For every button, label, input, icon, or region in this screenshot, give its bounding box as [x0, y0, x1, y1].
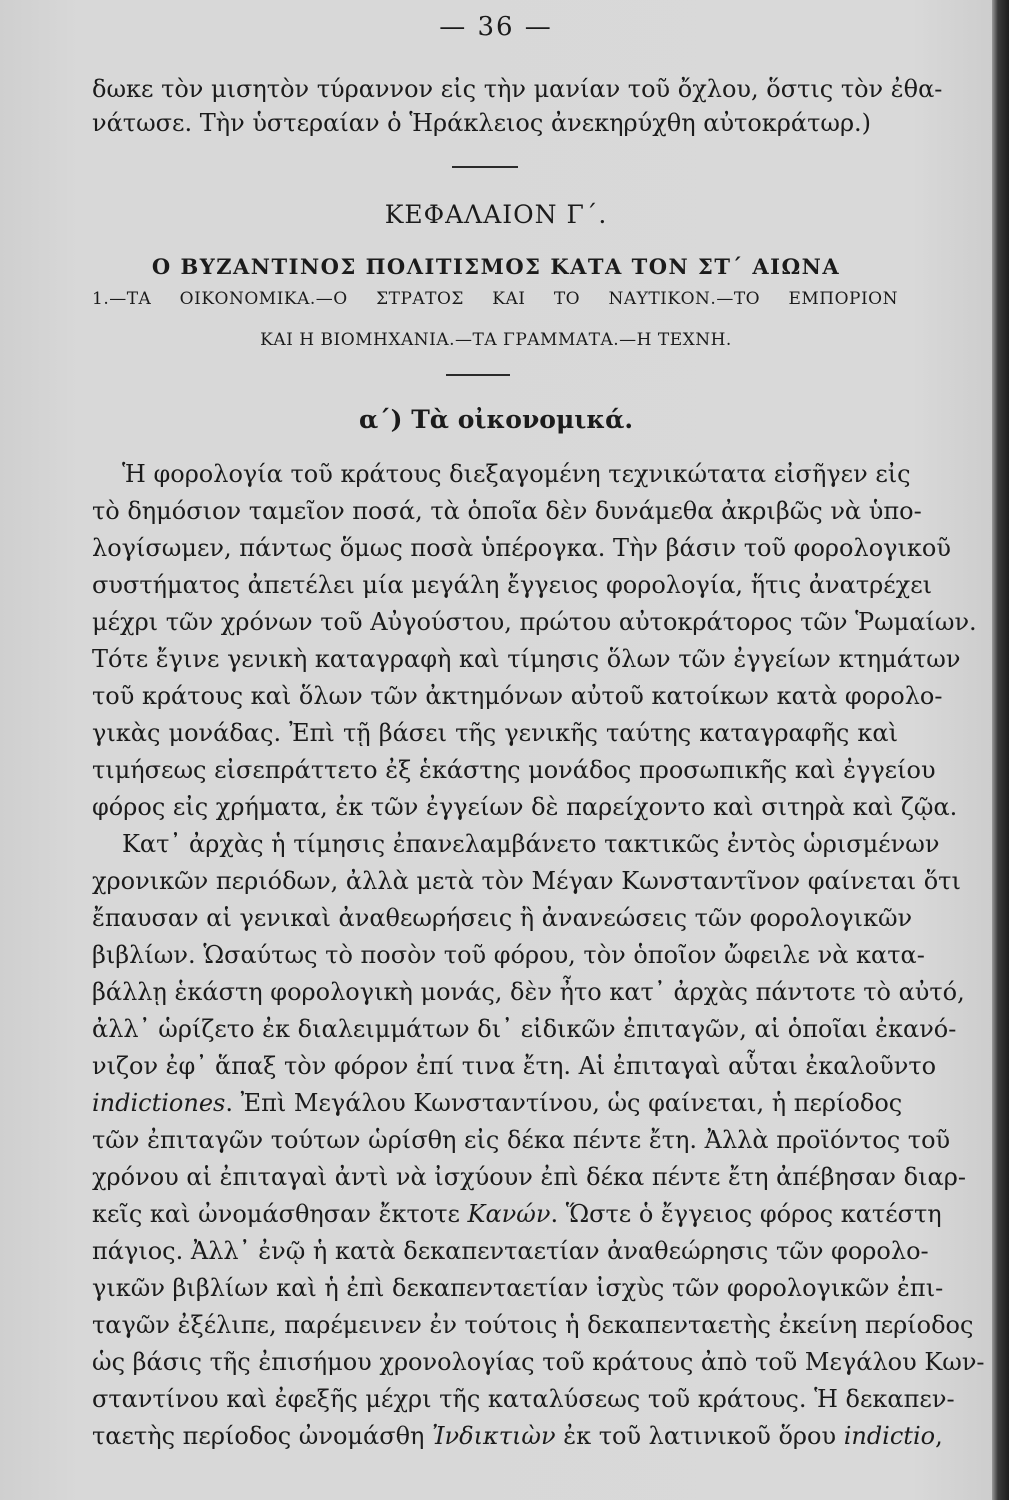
body-line: ἔπαυσαν αἱ γενικαὶ ἀναθεωρήσεις ἢ ἀνανεώσεις τῶν φορολογικῶν — [92, 904, 913, 932]
body-line: νιζον ἐφ᾽ ἅπαξ τὸν φόρον ἐπί τινα ἔτη. Αἱ ἐπιταγαὶ αὗται ἐκαλοῦντο — [92, 1052, 937, 1080]
body-line: Τότε ἔγινε γενικὴ καταγραφὴ καὶ τίμησις ὅλων τῶν ἐγγείων κτημάτων — [92, 645, 961, 673]
body-line: πάγιος. Ἀλλ᾽ ἐνῷ ἡ κατὰ δεκαπενταετίαν ἀναθεώρησις τῶν φορολο- — [92, 1237, 929, 1265]
body-line: βάλλῃ ἑκάστη φορολογικὴ μονάς, δὲν ἦτο κατ᾽ ἀρχὰς πάντοτε τὸ αὐτό, — [92, 978, 965, 1006]
chapter-contents-line: 1.—ΤΑ ΟΙΚΟΝΟΜΙΚΑ.—Ο ΣΤΡΑΤΟΣ ΚΑΙ ΤΟ ΝΑΥΤΙΚΟΝ.—ΤΟ ΕΜΠΟΡΙΟΝ — [92, 289, 898, 309]
body-line: ἀλλ᾽ ὡρίζετο ἐκ διαλειμμάτων δι᾽ εἰδικῶν ἐπιταγῶν, αἱ ὁποῖαι ἐκανό- — [92, 1015, 957, 1043]
body-line: Ἡ φορολογία τοῦ κράτους διεξαγομένη τεχνικώτατα εἰσῆγεν εἰς — [122, 460, 911, 488]
body-line: χρονικῶν περιόδων, ἀλλὰ μετὰ τὸν Μέγαν Κωνσταντῖνον φαίνεται ὅτι — [92, 867, 961, 895]
separator-rule — [446, 374, 510, 376]
body-line: τοῦ κράτους καὶ ὅλων τῶν ἀκτημόνων αὐτοῦ κατοίκων κατὰ φορολο- — [92, 682, 943, 710]
body-line: ταετὴς περίοδος ὠνομάσθη Ἰνδικτιὼν ἐκ τοῦ λατινικοῦ ὅρου indictio, — [92, 1422, 943, 1450]
body-line: συστήματος ἀπετέλει μία μεγάλη ἔγγειος φορολογία, ἥτις ἀνατρέχει — [92, 571, 933, 599]
body-line: κεῖς καὶ ὠνομάσθησαν ἔκτοτε Κανών. Ὥστε ὁ ἔγγειος φόρος κατέστη — [92, 1200, 942, 1228]
body-line: βιβλίων. Ὡσαύτως τὸ ποσὸν τοῦ φόρου, τὸν ὁποῖον ὤφειλε νὰ κατα- — [92, 941, 925, 969]
body-line: μέχρι τῶν χρόνων τοῦ Αὐγούστου, πρώτου αὐτοκράτορος τῶν Ῥωμαίων. — [92, 608, 977, 636]
body-line: λογίσωμεν, πάντως ὅμως ποσὰ ὑπέρογκα. Τὴν βάσιν τοῦ φορολογικοῦ — [92, 534, 951, 562]
body-line: indictiones. Ἐπὶ Μεγάλου Κωνσταντίνου, ὡς φαίνεται, ἡ περίοδος — [92, 1089, 903, 1117]
body-line: τιμήσεως εἰσεπράττετο ἐξ ἑκάστης μονάδος προσωπικῆς καὶ ἐγγείου — [92, 756, 936, 784]
intro-line: δωκε τὸν μισητὸν τύραννον εἰς τὴν μανίαν τοῦ ὄχλου, ὅστις τὸν ἐθα- — [92, 75, 943, 103]
chapter-title: Ο ΒΥΖΑΝΤΙΝΟΣ ΠΟΛΙΤΙΣΜΟΣ ΚΑΤΑ ΤΟΝ ΣΤ΄ ΑΙΩΝΑ — [151, 254, 841, 279]
section-heading: α΄) Τὰ οἰκονομικά. — [358, 405, 634, 434]
body-line: φόρος εἰς χρήματα, ἐκ τῶν ἐγγείων δὲ παρείχοντο καὶ σιτηρὰ καὶ ζῷα. — [92, 793, 958, 821]
chapter-heading: ΚΕΦΑΛΑΙΟΝ Γ΄. — [384, 200, 608, 229]
chapter-contents-line: ΚΑΙ Η ΒΙΟΜΗΧΑΝΙΑ.—ΤΑ ΓΡΑΜΜΑΤΑ.—Η ΤΕΧΝΗ. — [260, 330, 732, 350]
intro-line: νάτωσε. Τὴν ὑστεραίαν ὁ Ἡράκλειος ἀνεκηρύχθη αὐτοκράτωρ.) — [92, 109, 872, 137]
body-line: χρόνου αἱ ἐπιταγαὶ ἀντὶ νὰ ἰσχύουν ἐπὶ δέκα πέντε ἔτη ἀπέβησαν διαρ- — [92, 1163, 966, 1191]
body-line: τῶν ἐπιταγῶν τούτων ὡρίσθη εἰς δέκα πέντε ἔτη. Ἀλλὰ προϊόντος τοῦ — [92, 1126, 951, 1154]
body-line: Κατ᾽ ἀρχὰς ἡ τίμησις ἐπανελαμβάνετο τακτικῶς ἐντὸς ὡρισμένων — [122, 830, 940, 858]
body-line: τὸ δημόσιον ταμεῖον ποσά, τὰ ὁποῖα δὲν δυνάμεθα ἀκριβῶς νὰ ὑπο- — [92, 497, 922, 525]
page-number: — 36 — — [439, 12, 553, 42]
body-line: ὡς βάσις τῆς ἐπισήμου χρονολογίας τοῦ κράτους ἀπὸ τοῦ Μεγάλου Κων- — [92, 1348, 985, 1376]
body-line: ταγῶν ἐξέλιπε, παρέμεινεν ἐν τούτοις ἡ δεκαπενταετὴς ἐκείνη περίοδος — [92, 1311, 974, 1339]
separator-rule — [452, 166, 518, 168]
body-line: γικῶν βιβλίων καὶ ἡ ἐπὶ δεκαπενταετίαν ἰσχὺς τῶν φορολογικῶν ἐπι- — [92, 1274, 944, 1302]
body-line: σταντίνου καὶ ἐφεξῆς μέχρι τῆς καταλύσεως τοῦ κράτους. Ἡ δεκαπεν- — [92, 1385, 955, 1413]
page-binding-edge — [992, 0, 1009, 1500]
body-line: γικὰς μονάδας. Ἐπὶ τῇ βάσει τῆς γενικῆς ταύτης καταγραφῆς καὶ — [92, 719, 898, 747]
